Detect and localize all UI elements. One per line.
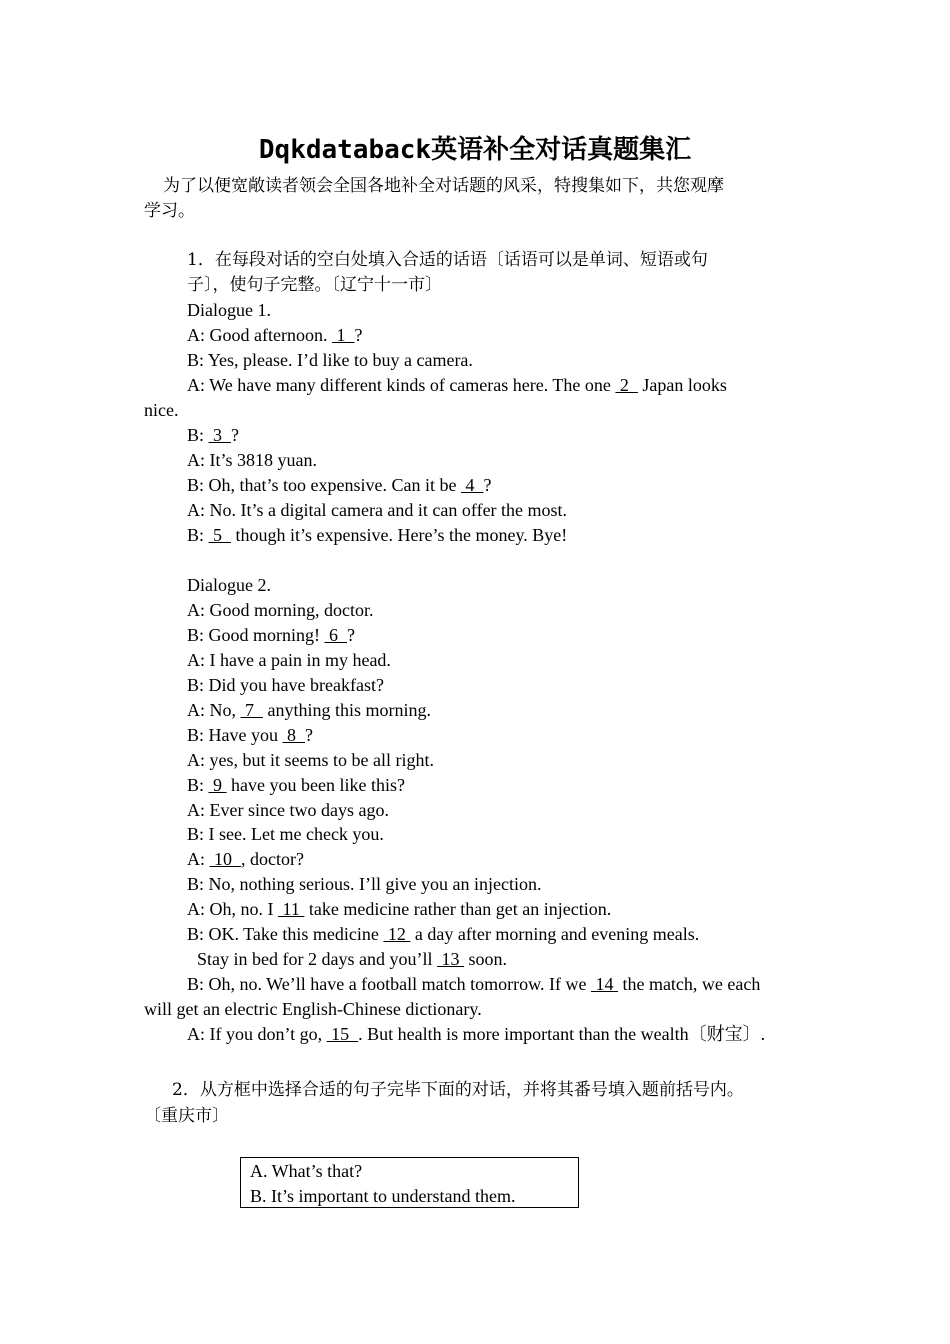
answer-blank-14[interactable]: 14 bbox=[590, 974, 618, 994]
line-text: B: bbox=[187, 425, 209, 445]
answer-blank-4[interactable]: 4 bbox=[460, 475, 484, 495]
dialogue2-line-continued: will get an electric English-Chinese dictionary. bbox=[144, 999, 482, 1019]
option-b: B. It’s important to understand them. bbox=[250, 1186, 516, 1206]
dialogue1-line-continued: nice. bbox=[144, 400, 179, 420]
dialogue1-line bbox=[187, 373, 727, 398]
intro-line-1: 为了以便宽敞读者领会全国各地补全对话题的风采，特搜集如下，共您观摩 bbox=[163, 176, 724, 196]
title-chinese: 英语补全对话真题集汇 bbox=[431, 135, 692, 165]
section2-instruction-line-1: 2．从方框中选择合适的句子完毕下面的对话，并将其番号填入题前括号内。 bbox=[172, 1080, 744, 1100]
answer-blank-1[interactable]: 1 bbox=[331, 325, 355, 345]
line-text: . But health is more important than the wealth〔财宝〕. bbox=[358, 1024, 766, 1044]
answer-blank-15[interactable]: 15 bbox=[326, 1024, 359, 1044]
dialogue2-line: B: I see. Let me check you. bbox=[187, 824, 384, 844]
options-box bbox=[240, 1157, 579, 1208]
dialogue1-line bbox=[187, 423, 239, 448]
line-text: A: Good afternoon. bbox=[187, 325, 332, 345]
line-text: ? bbox=[231, 425, 240, 445]
dialogue2-line bbox=[187, 698, 431, 723]
section2-instruction-line-2: 〔重庆市〕 bbox=[144, 1106, 229, 1126]
answer-blank-12[interactable]: 12 bbox=[383, 924, 411, 944]
answer-blank-5[interactable]: 5 bbox=[208, 525, 232, 545]
line-text: A: No, bbox=[187, 700, 241, 720]
dialogue2-heading: Dialogue 2. bbox=[187, 575, 271, 595]
dialogue2-line bbox=[187, 723, 313, 748]
answer-blank-8[interactable]: 8 bbox=[282, 725, 305, 745]
line-text: A: bbox=[187, 849, 210, 869]
answer-blank-7[interactable]: 7 bbox=[240, 700, 263, 720]
dialogue2-line bbox=[187, 1022, 765, 1047]
dialogue2-line bbox=[187, 922, 699, 947]
line-text: , doctor? bbox=[241, 849, 304, 869]
line-text: B: bbox=[187, 525, 209, 545]
answer-blank-13[interactable]: 13 bbox=[436, 949, 464, 969]
title-latin: Dqkdataback bbox=[258, 135, 432, 165]
line-text: though it’s expensive. Here’s the money. Bye! bbox=[231, 525, 568, 545]
line-text: take medicine rather than get an injection. bbox=[304, 899, 612, 919]
dialogue2-line: B: No, nothing serious. I’ll give you an injection. bbox=[187, 874, 542, 894]
line-text: A: Oh, no. I bbox=[187, 899, 278, 919]
line-text: B: OK. Take this medicine bbox=[187, 924, 384, 944]
answer-blank-3[interactable]: 3 bbox=[208, 425, 232, 445]
dialogue1-line: A: It’s 3818 yuan. bbox=[187, 450, 317, 470]
answer-blank-10[interactable]: 10 bbox=[209, 849, 241, 869]
line-text: A: If you don’t go, bbox=[187, 1024, 327, 1044]
page-title bbox=[0, 130, 950, 170]
dialogue1-heading: Dialogue 1. bbox=[187, 300, 271, 320]
dialogue2-line bbox=[187, 847, 304, 872]
answer-blank-9[interactable]: 9 bbox=[208, 775, 227, 795]
line-text: A: We have many different kinds of cameras here. The one bbox=[187, 375, 616, 395]
dialogue2-line: A: Good morning, doctor. bbox=[187, 600, 374, 620]
line-text: Japan looks bbox=[637, 375, 727, 395]
line-text: the match, we each bbox=[617, 974, 761, 994]
line-text: B: Oh, that’s too expensive. Can it be bbox=[187, 475, 461, 495]
dialogue1-line bbox=[187, 473, 491, 498]
line-text: have you been like this? bbox=[226, 775, 405, 795]
dialogue1-line: A: No. It’s a digital camera and it can offer the most. bbox=[187, 500, 568, 520]
dialogue1-line bbox=[187, 523, 567, 548]
answer-blank-6[interactable]: 6 bbox=[324, 625, 347, 645]
line-text: B: Oh, no. We’ll have a football match tomorrow. If we bbox=[187, 974, 591, 994]
dialogue2-line: A: I have a pain in my head. bbox=[187, 650, 391, 670]
dialogue2-line bbox=[187, 972, 760, 997]
line-text: ? bbox=[304, 725, 313, 745]
dialogue1-line bbox=[187, 323, 362, 348]
line-text: Stay in bed for 2 days and you’ll bbox=[197, 949, 437, 969]
dialogue2-line bbox=[187, 623, 355, 648]
dialogue2-line bbox=[187, 773, 405, 798]
line-text: a day after morning and evening meals. bbox=[410, 924, 700, 944]
dialogue2-line bbox=[187, 897, 611, 922]
line-text: B: bbox=[187, 775, 209, 795]
answer-blank-2[interactable]: 2 bbox=[615, 375, 638, 395]
answer-blank-11[interactable]: 11 bbox=[278, 899, 305, 919]
dialogue2-line: B: Did you have breakfast? bbox=[187, 675, 384, 695]
section1-instruction-line-2: 子〕，使句子完整。〔辽宁十一市〕 bbox=[187, 275, 442, 295]
intro-line-2: 学习。 bbox=[144, 201, 195, 221]
dialogue2-line bbox=[197, 947, 507, 972]
line-text: soon. bbox=[463, 949, 507, 969]
dialogue2-line: A: yes, but it seems to be all right. bbox=[187, 750, 434, 770]
line-text: B: Good morning! bbox=[187, 625, 325, 645]
line-text: ? bbox=[347, 625, 355, 645]
dialogue2-line: A: Ever since two days ago. bbox=[187, 800, 389, 820]
option-a: A. What’s that? bbox=[250, 1161, 363, 1181]
line-text: ? bbox=[354, 325, 363, 345]
dialogue1-line: B: Yes, please. I’d like to buy a camera. bbox=[187, 350, 473, 370]
line-text: B: Have you bbox=[187, 725, 283, 745]
section1-instruction-line-1: 1．在每段对话的空白处填入合适的话语〔话语可以是单词、短语或句 bbox=[187, 250, 708, 270]
line-text: ? bbox=[483, 475, 492, 495]
line-text: anything this morning. bbox=[263, 700, 431, 720]
